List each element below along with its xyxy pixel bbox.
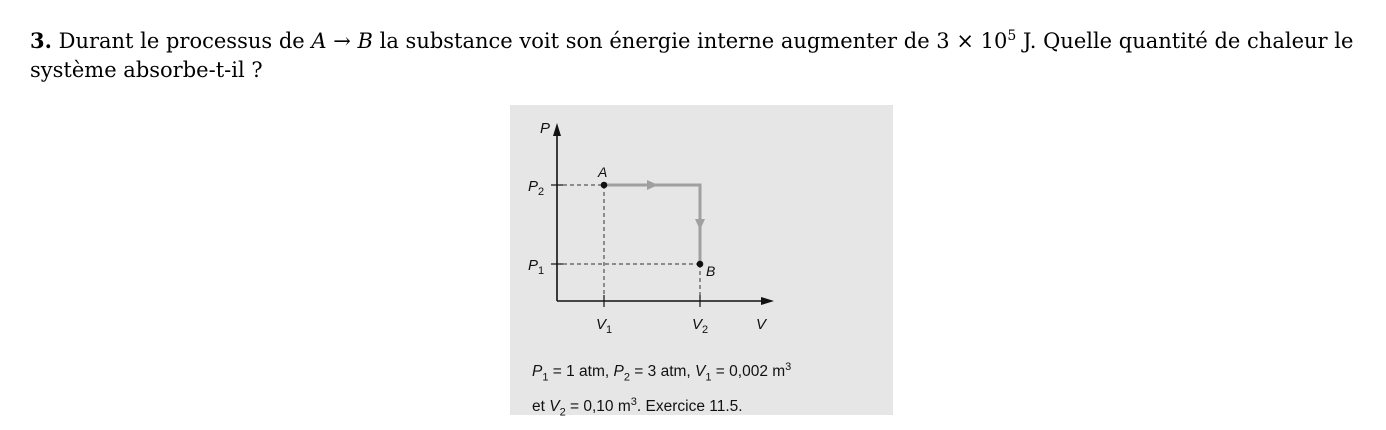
p2-label: $P_2$: [528, 178, 545, 198]
p-axis-label: P: [540, 120, 551, 137]
problem-statement: [30, 22, 1370, 85]
path-arrow-down: [695, 219, 705, 230]
v1-label: $V_1$: [596, 316, 613, 336]
p-axis-arrowhead: [553, 123, 561, 136]
caption-line-2: et $V_2 = 0,10$ $m^3$. Exercice 11.5.: [532, 396, 743, 419]
problem-text-1: Durant le processus de: [51, 29, 312, 53]
path-arrow-right: [647, 180, 658, 190]
problem-number: 3.: [30, 28, 52, 53]
p1-label: $P_1$: [528, 257, 545, 277]
process-path: [604, 185, 700, 264]
problem-text-2: la substance voit son énergie interne augmenter de 3 × 10: [372, 29, 1008, 53]
exponent: 5: [1007, 28, 1017, 44]
figure-caption: [532, 355, 892, 426]
point-b: [697, 261, 704, 268]
point-b-label: B: [706, 263, 716, 279]
state-b-label: B: [357, 29, 373, 53]
pv-diagram-figure: [510, 105, 893, 419]
state-a-label: A: [311, 29, 327, 53]
v-axis-arrowhead: [761, 297, 774, 305]
problem-text-3: J. Quelle quantité de chaleur le système absorbe-t-il ?: [30, 29, 1354, 82]
point-a-label: A: [598, 164, 608, 180]
caption-line-1: $P_1 = 1$ atm, $P_2 = 3$ atm, $V_1 = 0,002$ $m^3$: [532, 361, 792, 384]
v-axis-label: V: [756, 316, 767, 333]
point-a: [601, 182, 608, 189]
process-arrow: →: [326, 29, 358, 53]
v2-label: $V_2$: [692, 316, 709, 336]
